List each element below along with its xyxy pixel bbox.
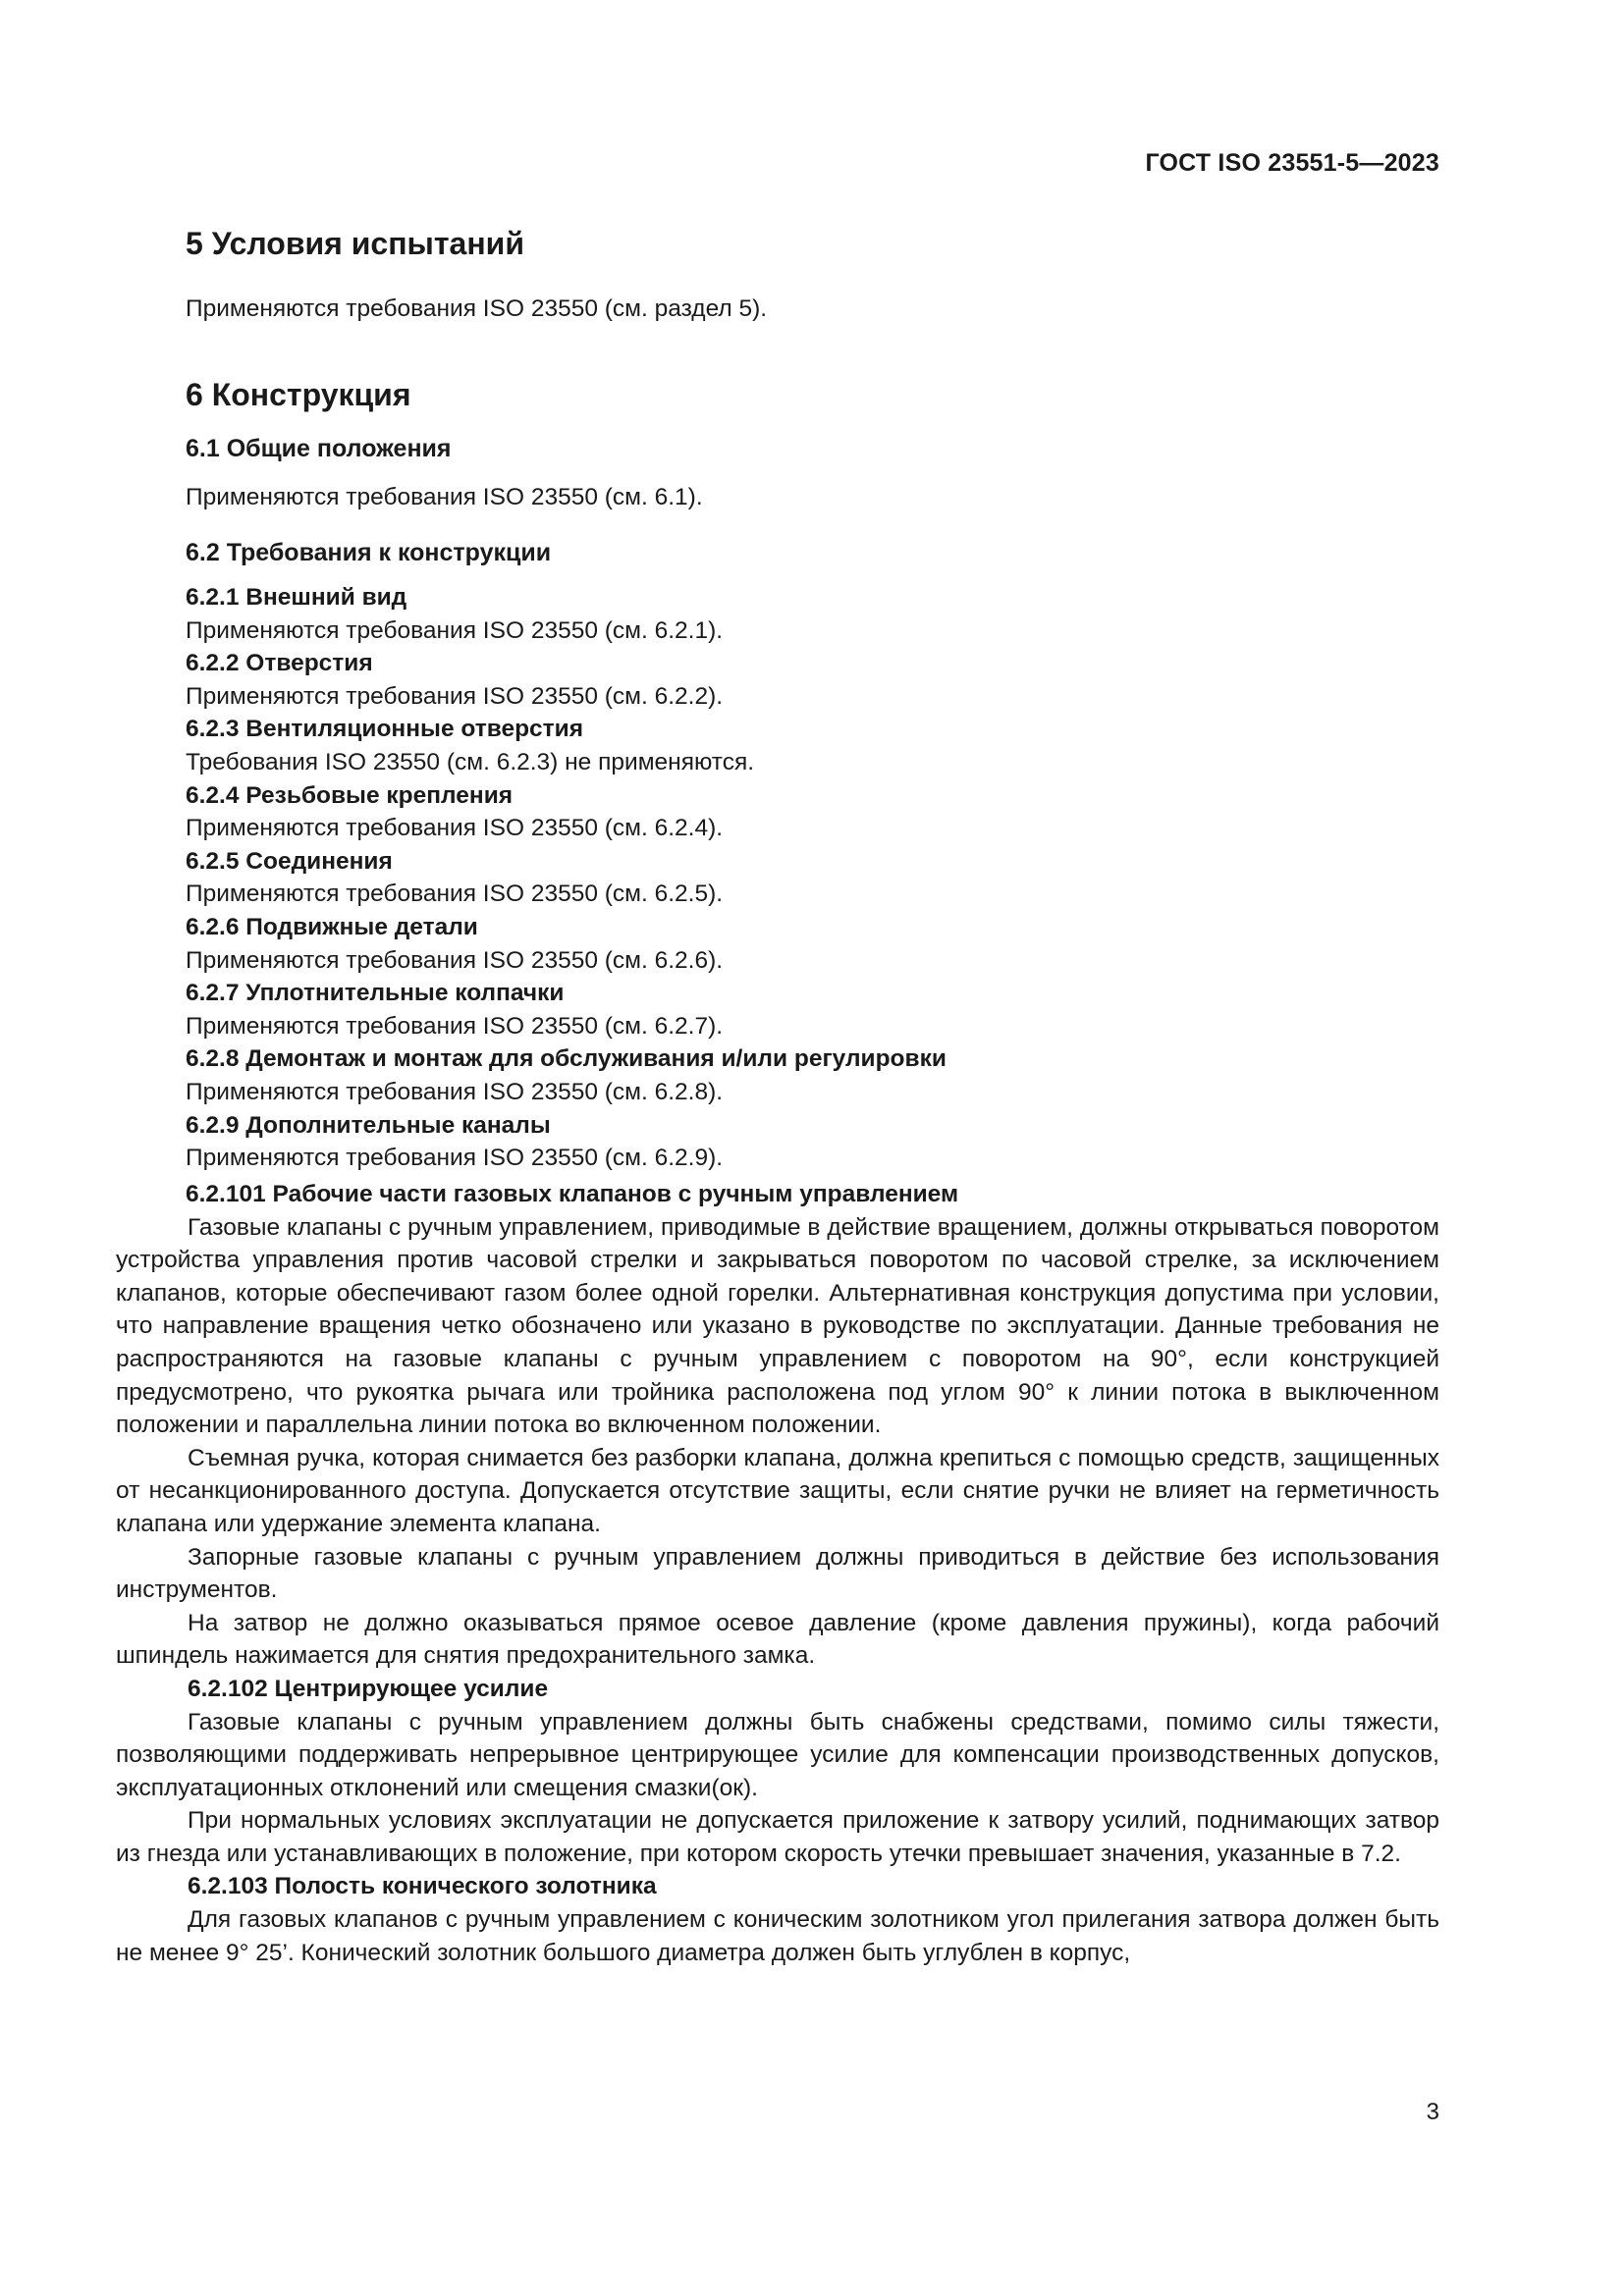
subsection-text: Применяются требования ISO 23550 (см. 6.2.1). bbox=[186, 616, 724, 644]
section-5-title: 5 Условия испытаний bbox=[186, 226, 524, 261]
subsection-text: Применяются требования ISO 23550 (см. 6.2.8). bbox=[186, 1078, 724, 1105]
subsection-text: Применяются требования ISO 23550 (см. 6.2.7). bbox=[186, 1012, 724, 1040]
subsection-text: Требования ISO 23550 (см. 6.2.3) не применяются. bbox=[186, 748, 755, 775]
subsection-6-2-title: 6.2 Требования к конструкции bbox=[186, 539, 552, 566]
section-6-title: 6 Конструкция bbox=[186, 377, 411, 412]
paragraph: Газовые клапаны с ручным управлением должны быть снабжены средствами, помимо силы тяжести, позволяющими поддерживать непрерывное центрирующее усилие для компенсации производственных допусков, эксплуатационных отклонений или смещения смазки(ок). bbox=[116, 1708, 1439, 1801]
sections-5-6 bbox=[186, 224, 1439, 1175]
paragraph: Для газовых клапанов с ручным управлением с коническим золотником угол прилегания затвора должен быть не менее 9° 25’. Конический золотник большого диаметра должен быть углублен в корпус, bbox=[116, 1906, 1439, 1966]
paragraph: При нормальных условиях эксплуатации не допускается приложение к затвору усилий, поднимающих затвор из гнезда или устанавливающих в положение, при котором скорость утечки превышает значения, указанные в 7.2. bbox=[116, 1807, 1439, 1867]
subsection-title: 6.2.8 Демонтаж и монтаж для обслуживания и/или регулировки bbox=[186, 1045, 947, 1073]
subsection-6-1-title: 6.1 Общие положения bbox=[186, 435, 452, 462]
paragraph: Запорные газовые клапаны с ручным управлением должны приводиться в действие без использования инструментов. bbox=[116, 1543, 1439, 1604]
subsection-title: 6.2.6 Подвижные детали bbox=[186, 913, 478, 940]
document-code: ГОСТ ISO 23551-5—2023 bbox=[1145, 149, 1439, 177]
paragraph: Газовые клапаны с ручным управлением, приводимые в действие вращением, должны открываться поворотом устройства управления против часовой стрелки и закрываться поворотом по часовой стрелке, за исключением клапанов, которые обеспечивают газом более одной горелки. Альтернативная конструкция допустима при условии, что направление вращения четко обозначено или указано в руководстве по эксплуатации. Данные требования не распространяются на газовые клапаны с ручным управлением с поворотом на 90°, если конструкцией предусмотрено, что рукоятка рычага или тройника расположена под углом 90° к линии потока в выключенном положении и параллельна линии потока во включенном положении. bbox=[116, 1213, 1439, 1439]
subsection-title: 6.2.3 Вентиляционные отверстия bbox=[186, 716, 584, 743]
subsection-title: 6.2.2 Отверстия bbox=[186, 650, 373, 677]
section-5-text: Применяются требования ISO 23550 (см. раздел 5). bbox=[186, 295, 768, 322]
subsection-6-2-103-title: 6.2.103 Полость конического золотника bbox=[188, 1873, 657, 1900]
subsection-text: Применяются требования ISO 23550 (см. 6.2.9). bbox=[186, 1145, 724, 1172]
subsection-6-1-text: Применяются требования ISO 23550 (см. 6.1). bbox=[186, 484, 703, 510]
subsection-title: 6.2.4 Резьбовые крепления bbox=[186, 781, 514, 809]
subsection-text: Применяются требования ISO 23550 (см. 6.2.5). bbox=[186, 881, 724, 908]
subsection-list bbox=[186, 581, 1439, 1175]
subsection-title: 6.2.1 Внешний вид bbox=[186, 584, 407, 611]
subsection-6-2-102-title: 6.2.102 Центрирующее усилие bbox=[188, 1675, 549, 1702]
detailed-requirements bbox=[116, 1178, 1439, 1969]
subsection-text: Применяются требования ISO 23550 (см. 6.2.4). bbox=[186, 815, 724, 842]
paragraph: Съемная ручка, которая снимается без разборки клапана, должна крепиться с помощью средств, защищенных от несанкционированного доступа. Допускается отсутствие защиты, если снятие ручки не влияет на герметичность клапана или удержание элемента клапана. bbox=[116, 1444, 1439, 1537]
paragraph: На затвор не должно оказываться прямое осевое давление (кроме давления пружины), когда рабочий шпиндель нажимается для снятия предохранительного замка. bbox=[116, 1609, 1439, 1670]
subsection-text: Применяются требования ISO 23550 (см. 6.2.2). bbox=[186, 682, 724, 710]
subsection-title: 6.2.7 Уплотнительные колпачки bbox=[186, 980, 565, 1007]
subsection-6-2-101-title: 6.2.101 Рабочие части газовых клапанов с ручным управлением bbox=[186, 1181, 959, 1207]
subsection-title: 6.2.9 Дополнительные каналы bbox=[186, 1111, 551, 1139]
page-number: 3 bbox=[1426, 2099, 1439, 2125]
subsection-title: 6.2.5 Соединения bbox=[186, 847, 393, 875]
subsection-text: Применяются требования ISO 23550 (см. 6.2.6). bbox=[186, 946, 724, 974]
